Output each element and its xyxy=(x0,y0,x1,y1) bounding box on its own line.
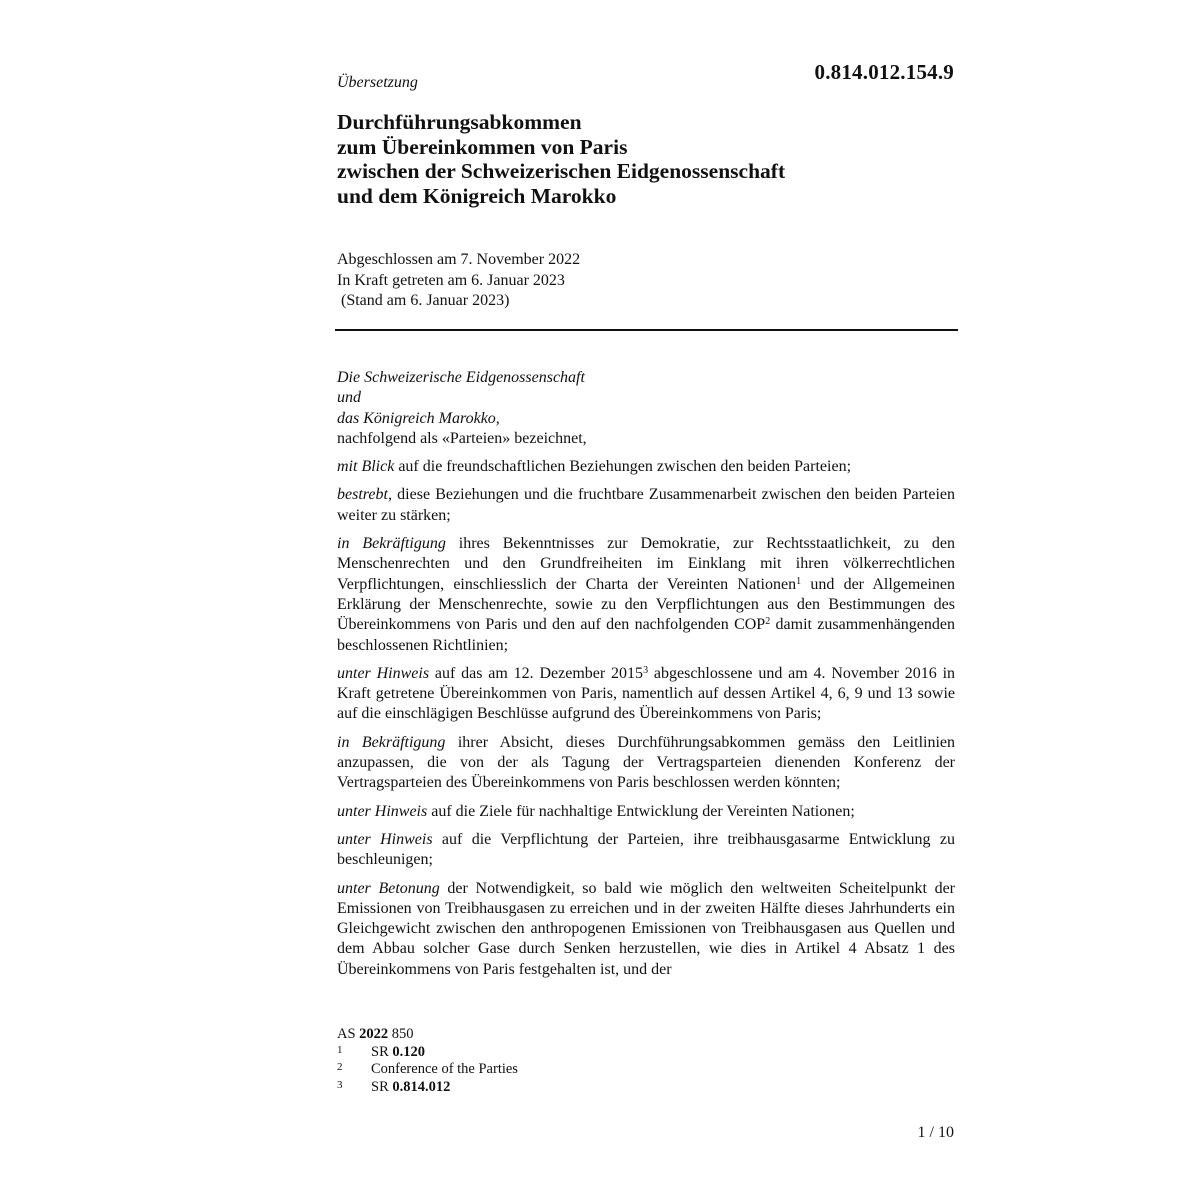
header-divider xyxy=(335,329,958,331)
document-title xyxy=(337,110,937,208)
recital-text: ihrer Absicht, dieses Durchführungsabkommen gemäss den Leitlinien anzupassen, die von der als Tagung der Vertragsparteien dienenden Konferenz der Vertragsparteien des Übereinkommens von Paris beschlossen werden könnten; xyxy=(337,733,956,792)
title-line: zum Übereinkommen von Paris xyxy=(337,134,628,159)
conjunction: und xyxy=(337,389,361,407)
recital-lead: in Bekräftigung xyxy=(337,535,446,553)
recital xyxy=(337,733,955,794)
recital-lead: unter Hinweis xyxy=(337,664,430,682)
recital xyxy=(337,802,955,822)
title-line: zwischen der Schweizerischen Eidgenossenschaft xyxy=(337,159,786,183)
status-date: (Stand am 6. Januar 2023) xyxy=(337,292,510,309)
recital-text: abgeschlossene und am 4. November 2016 in Kraft getretene Übereinkommen von Paris, namentlich auf dessen Artikel 4, 6, 9 und 13 sowie auf die einschlägigen Beschlüsse aufgrund des Übereinkommens von Paris; xyxy=(337,664,956,723)
footnote-marker[interactable]: 3 xyxy=(643,664,649,676)
recital-text: auf das am 12. Dezember 2015 xyxy=(429,664,644,682)
translation-note: Übersetzung xyxy=(337,74,418,91)
footnotes xyxy=(337,1026,518,1096)
recital-lead: in Bekräftigung xyxy=(337,733,446,751)
parties-designation: nachfolgend als «Parteien» bezeichnet, xyxy=(337,429,587,447)
recital-text: auf die freundschaftlichen Beziehungen zwischen den beiden Parteien; xyxy=(394,458,852,476)
recital-lead: unter Hinweis xyxy=(337,830,433,848)
recital xyxy=(337,830,955,871)
recital-lead: unter Hinweis xyxy=(337,802,428,820)
recital-lead: mit Blick xyxy=(337,458,395,476)
date-block xyxy=(337,250,580,312)
recital-lead: bestrebt, xyxy=(337,486,392,504)
page-number: 1 / 10 xyxy=(917,1124,954,1141)
recital-text: damit zusammenhängenden beschlossenen Richtlinien; xyxy=(337,616,955,654)
title-line: und dem Königreich Marokko xyxy=(337,183,617,208)
recital xyxy=(337,534,955,656)
recital xyxy=(337,457,955,477)
recital-text: ihres Bekenntnisses zur Demokratie, zur Rechtsstaatlichkeit, zu den Menschenrechten und den Grundfreiheiten im Einklang mit ihren völkerrechtlichen Verpflichtungen, einschliesslich der Charta der Vereinten Nationen xyxy=(337,535,956,593)
recital-text: der Notwendigkeit, so bald wie möglich den weltweiten Scheitelpunkt der Emissionen von Treibhausgasen zu erreichen und in der zweiten Hälfte dieses Jahrhunderts ein Gleichgewicht zwischen den anthropogenen Emissionen von Treibhausgasen aus Quellen und dem Abbau solcher Gase durch Senken herzustellen, wie dies in Artikel 4 Absatz 1 des Übereinkommens von Paris festgehalten ist, und der xyxy=(337,879,956,978)
recital-text: auf die Ziele für nachhaltige Entwicklung der Vereinten Nationen; xyxy=(427,802,855,820)
recital-text: auf die Verpflichtung der Parteien, ihre treibhausgasarme Entwicklung zu beschleunigen; xyxy=(337,830,955,869)
footnote-item: 1 SR 0.120 xyxy=(337,1043,425,1060)
footnote-marker[interactable]: 2 xyxy=(765,616,771,628)
title-line: Durchführungsabkommen xyxy=(337,110,582,134)
sr-number: 0.814.012.154.9 xyxy=(814,60,954,84)
footnote-item: 2 Conference of the Parties xyxy=(337,1061,518,1077)
recital xyxy=(337,664,955,725)
recital-text: und der Allgemeinen Erklärung der Menschenrechte, sowie zu den Verpflichtungen aus den Bestimmungen des Übereinkommens von Paris und den auf den nachfolgenden COP xyxy=(337,575,955,634)
official-collection-ref: AS 2022 850 xyxy=(337,1026,414,1042)
recital-lead: unter Betonung xyxy=(337,879,440,897)
recital xyxy=(337,485,955,526)
party-morocco: das Königreich Marokko, xyxy=(337,409,500,427)
recital xyxy=(337,879,955,980)
footnote-item: 3 SR 0.814.012 xyxy=(337,1078,451,1095)
concluded-date: Abgeschlossen am 7. November 2022 xyxy=(337,251,581,268)
party-switzerland: Die Schweizerische Eidgenossenschaft xyxy=(337,369,585,386)
preamble-body xyxy=(337,360,955,988)
recital-text: diese Beziehungen und die fruchtbare Zusammenarbeit zwischen den beiden Parteien weiter zu stärken; xyxy=(337,486,955,524)
in-force-date: In Kraft getreten am 6. Januar 2023 xyxy=(337,271,565,289)
footnote-marker[interactable]: 1 xyxy=(796,575,802,587)
